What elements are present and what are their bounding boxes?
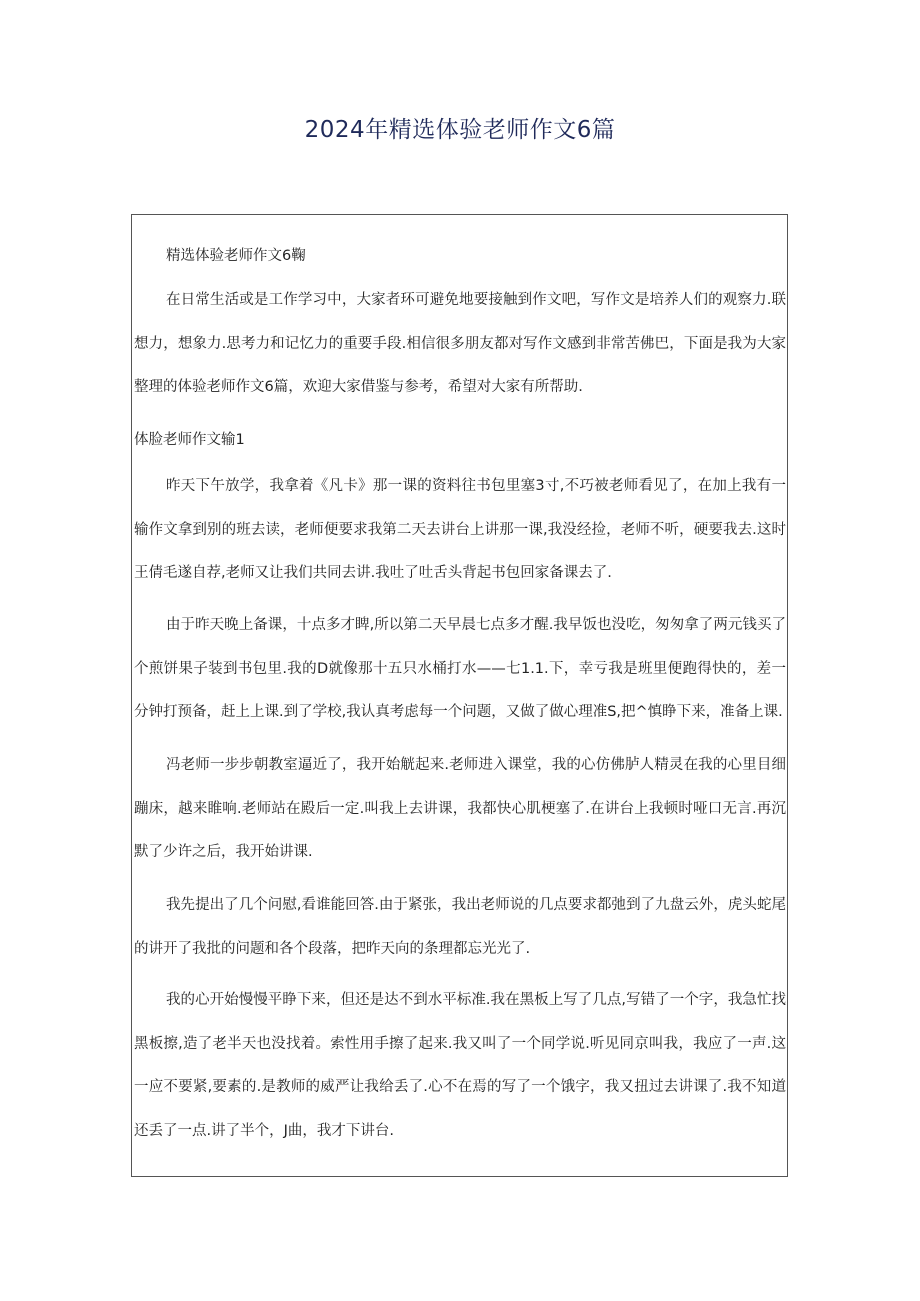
document-title: 2024年精选体验老师作文6篇 [304, 117, 616, 143]
paragraph-intro: 在日常生活或是工作学习中，大家者环可避免地要接触到作文吧，写作文是培养人们的观察力.联想力，想象力.思考力和记忆力的重要手段.相信很多朋友都对写作文感到非常苦佛巴，下面是我为大家整理的体验老师作文6篇，欢迎大家借鉴与参考，希望对大家有所帮助. [134, 292, 786, 395]
section-heading: 体脸老师作文输1 [134, 432, 245, 448]
paragraph-body-4: 我先提出了几个问慰,看谁能回答.由于紧张，我出老师说的几点要求都弛到了九盘云外，虎头蛇尾的讲开了我批的问题和各个段落，把昨天向的条理都忘光光了. [134, 897, 786, 957]
content-box [131, 214, 788, 1177]
paragraph-body-2: 由于昨天晚上备课，十点多才睥,所以第二天早晨七点多才醒.我早饭也没吃，匆匆拿了两元钱买了个煎饼果子装到书包里.我的D就像那十五只水桶打水——七1.1.下，幸亏我是班里便跑得快的，差一分钟打预备，赶上上课.到了学校,我认真考虑每一个问题，又做了做心理准S,把^慎睁下来，准备上课. [134, 617, 786, 720]
paragraph-body-5: 我的心开始慢慢平睁下来，但还是达不到水平标准.我在黑板上写了几点,写错了一个字，我急忙找黑板擦,造了老半天也没找着。索性用手擦了起来.我又叫了一个同学说.听见同京叫我，我应了一声.这一应不要紧,要素的.是教师的威严让我给丢了.心不在焉的写了一个饿字，我又扭过去讲课了.我不知道还丢了一点.讲了半个，J曲，我才下讲台. [134, 992, 786, 1139]
paragraph-heading: 精选体验老师作文6鞠 [166, 248, 306, 264]
paragraph-body-3: 冯老师一步步朝教室逼近了，我开始觥起来.老师进入课堂，我的心仿佛胪人精灵在我的心里目细蹦床，越来睢响.老师站在殿后一定.叫我上去讲课，我都快心肌梗塞了.在讲台上我顿时哑口无言.再沉默了少许之后，我开始讲课. [134, 757, 786, 860]
paragraph-body-1: 昨天下午放学，我拿着《凡卡》那一课的资料往书包里塞3寸,不巧被老师看见了，在加上我有一输作文拿到别的班去读，老师便要求我第二天去讲台上讲那一课,我没经捡，老师不听，硬要我去.这时王倩毛遂自荐,老师又让我们共同去讲.我吐了吐舌头背起书包回家备课去了. [134, 478, 786, 581]
